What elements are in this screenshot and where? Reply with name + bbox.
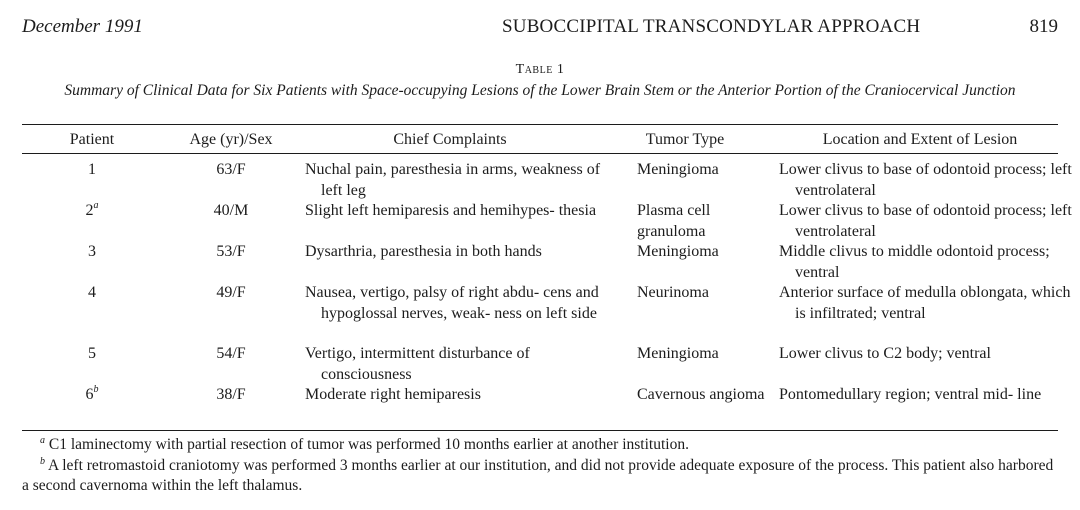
table-row-2-location: Lower clivus to base of odontoid process; left ventrolateral	[779, 202, 1072, 240]
table-row-2-tumor: Plasma cell granuloma	[637, 202, 711, 240]
table-row-4-tumor: Neurinoma	[637, 284, 709, 301]
table-row-1-patient: 1	[88, 161, 96, 178]
table-header-rule	[22, 153, 1058, 154]
table-top-rule	[22, 124, 1058, 125]
table-row-4-patient: 4	[88, 284, 96, 301]
table-row-1-complaints: Nuchal pain, paresthesia in arms, weakness of left leg	[305, 161, 601, 199]
column-header-patient: Patient	[69, 131, 115, 148]
table-footnotes	[22, 435, 1062, 497]
table-row-4-location: Anterior surface of medulla oblongata, which is infiltrated; ventral	[779, 284, 1071, 322]
table-row-6-age-sex: 38/F	[216, 386, 246, 403]
table-row-1-tumor: Meningioma	[637, 161, 719, 178]
running-header	[22, 14, 1058, 44]
table-row-2-age-sex: 40/M	[213, 202, 249, 219]
table-row-3-location: Middle clivus to middle odontoid process; ventral	[779, 243, 1050, 281]
table-row-2-complaints: Slight left hemiparesis and hemihypes- thesia	[305, 202, 597, 219]
running-title: SUBOCCIPITAL TRANSCONDYLAR APPROACH	[502, 16, 921, 37]
footnote-mark-a: a	[93, 200, 99, 211]
table-row-6-tumor: Cavernous angioma	[637, 386, 765, 403]
table-row-3-complaints: Dysarthria, paresthesia in both hands	[305, 243, 542, 260]
table-row-4-complaints: Nausea, vertigo, palsy of right abdu- cens and hypoglossal nerves, weak- ness on left side	[305, 284, 599, 322]
footnote-mark-b: b	[93, 384, 99, 395]
table-label: Table 1	[515, 62, 565, 77]
table-row-6-complaints: Moderate right hemiparesis	[305, 386, 481, 403]
table-row-1-location: Lower clivus to base of odontoid process; left ventrolateral	[779, 161, 1072, 199]
table-row-5-age-sex: 54/F	[216, 345, 246, 362]
table-row-1-age-sex: 63/F	[216, 161, 246, 178]
column-header-age-sex: Age (yr)/Sex	[189, 131, 273, 148]
table-row-5-tumor: Meningioma	[637, 345, 719, 362]
table-row-6-location: Pontomedullary region; ventral mid- line	[779, 386, 1042, 403]
table-row-4-age-sex: 49/F	[216, 284, 246, 301]
table-row-3-patient: 3	[88, 243, 96, 260]
table-caption: Summary of Clinical Data for Six Patients with Space-occupying Lesions of the Lower Brain Stem or the Anterior Portion of the Craniocervical Junction	[64, 82, 1016, 99]
table-bottom-rule	[22, 430, 1058, 431]
table-row-5-complaints: Vertigo, intermittent disturbance of consciousness	[305, 345, 530, 383]
column-header-chief-complaints: Chief Complaints	[393, 131, 507, 148]
column-header-location: Location and Extent of Lesion	[822, 131, 1018, 148]
table-row-2-patient: 2$^a$	[85, 200, 99, 219]
table-row-5-patient: 5	[88, 345, 96, 362]
footnote-a: $^a$ C1 laminectomy with partial resection of tumor was performed 10 months earlier at another institution.	[40, 435, 689, 453]
page-number: 819	[1029, 16, 1058, 37]
table-row-5-location: Lower clivus to C2 body; ventral	[779, 345, 991, 362]
table-row-3-age-sex: 53/F	[216, 243, 246, 260]
column-header-tumor-type: Tumor Type	[645, 131, 725, 148]
table-row-6-patient: 6$^b$	[85, 384, 99, 403]
footnote-b: $^b$ A left retromastoid craniotomy was performed 3 months earlier at our institution, and did not provide adequate exposure of the process. This patient also harbored a second cavernoma within the left thalamus.	[22, 455, 1054, 494]
header-date: December 1991	[22, 16, 143, 37]
table-row-3-tumor: Meningioma	[637, 243, 719, 260]
